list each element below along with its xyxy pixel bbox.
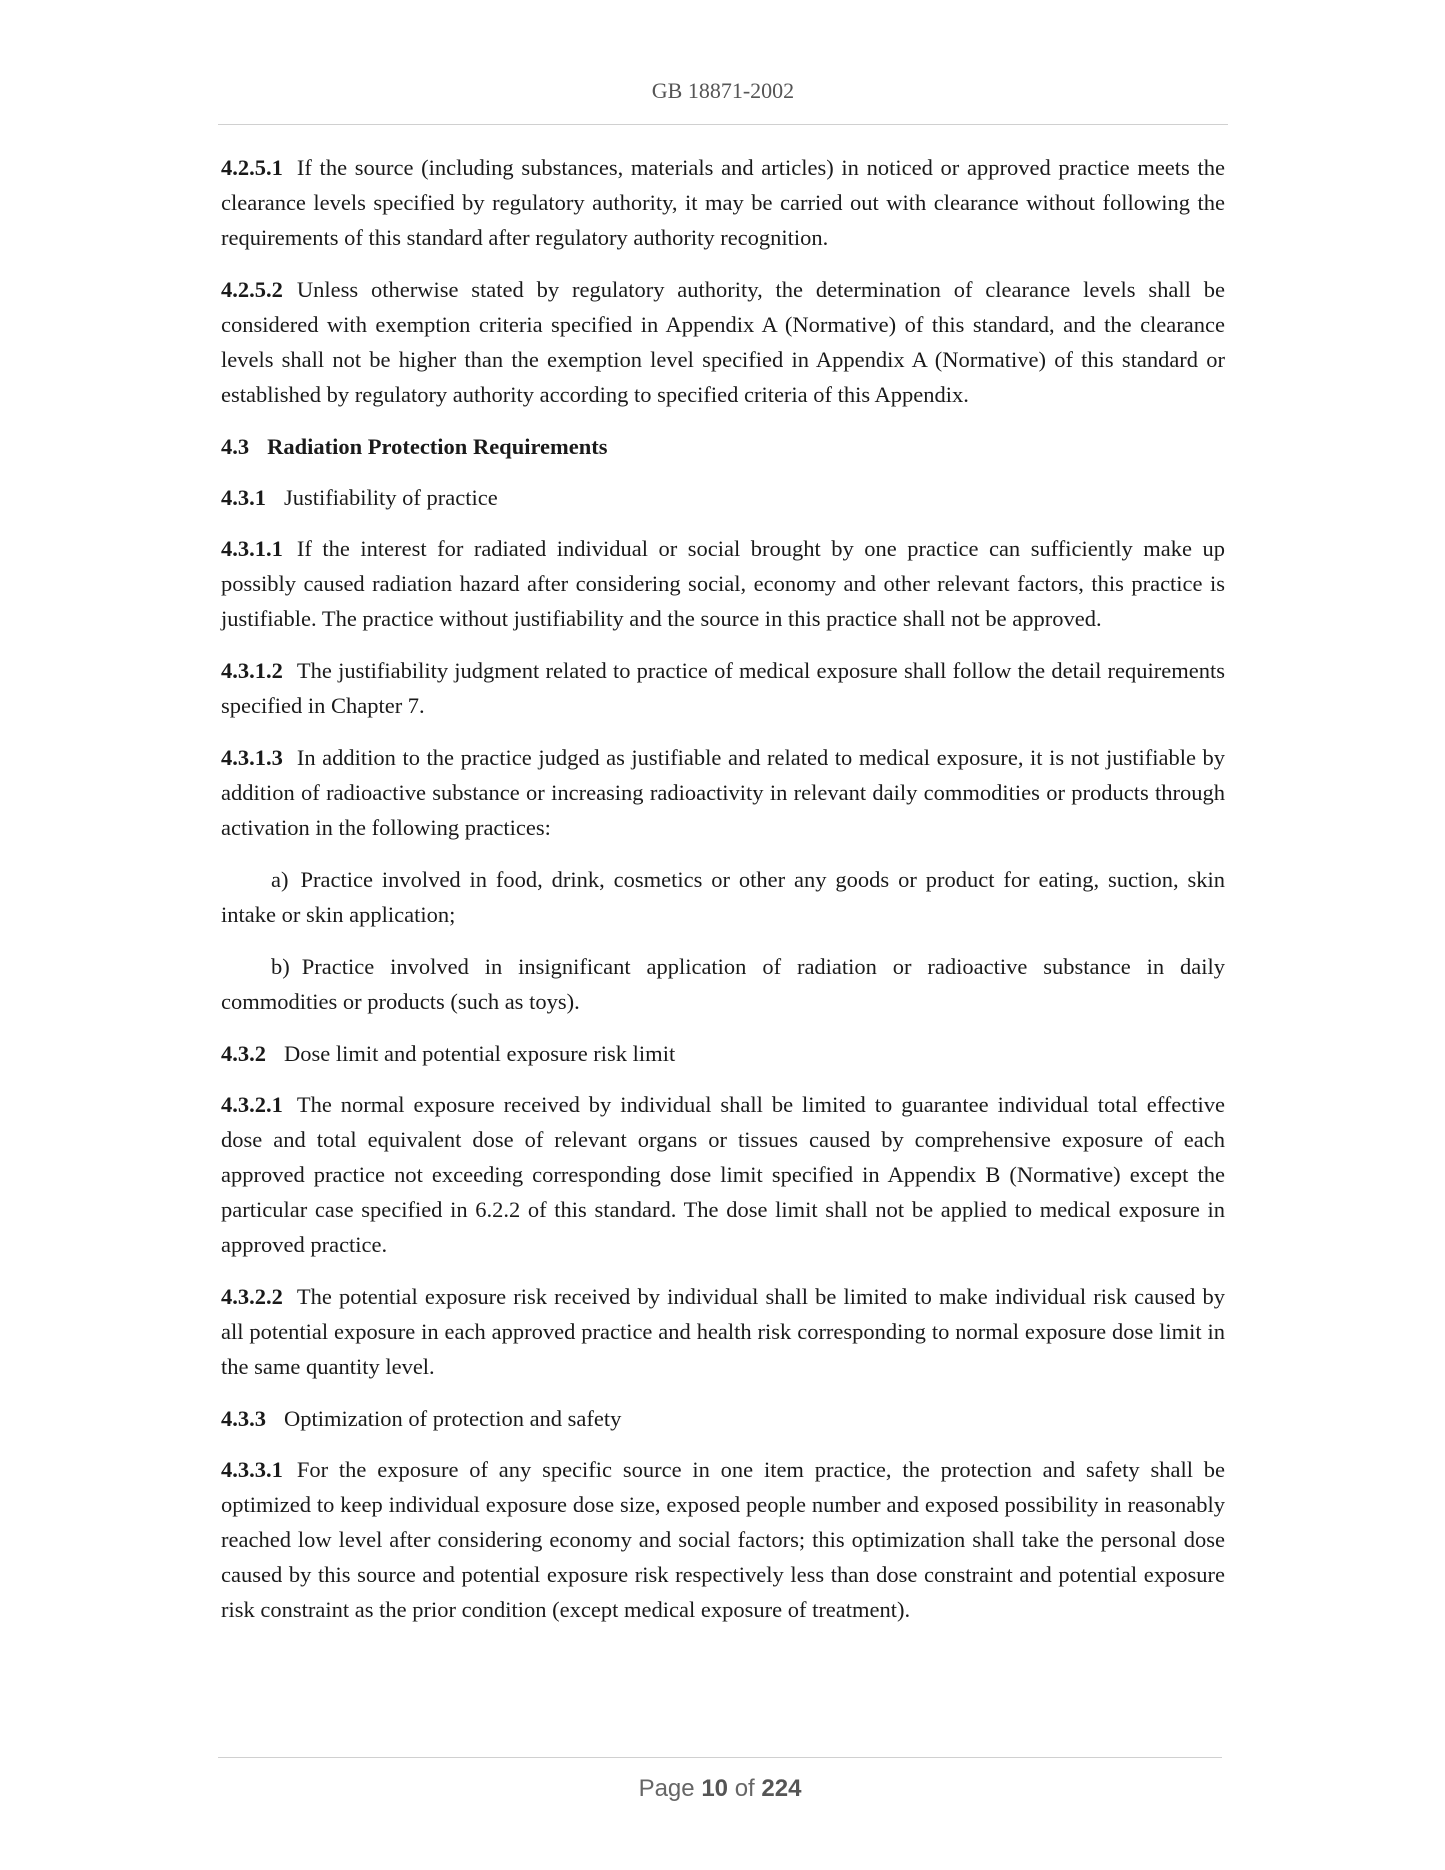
list-item-a: [221, 862, 1225, 932]
document-body: [221, 150, 1225, 1644]
clause-4-3-1-3: [221, 740, 1225, 845]
clause-4-3-2-2: [221, 1279, 1225, 1384]
clause-text: The justifiability judgment related to practice of medical exposure shall follow the detail requirements specified in Chapter 7.: [221, 658, 1225, 718]
subsection-title: Dose limit and potential exposure risk limit: [284, 1041, 676, 1066]
list-item-b: [221, 949, 1225, 1019]
clause-4-3-1-2: [221, 653, 1225, 723]
section-number: 4.3: [221, 434, 250, 459]
clause-4-2-5-2: [221, 272, 1225, 412]
subsection-number: 4.3.1: [221, 485, 266, 510]
page-footer: [218, 1775, 1222, 1803]
header-divider: [218, 124, 1228, 125]
clause-number: 4.3.3.1: [221, 1457, 283, 1482]
subsection-title: Justifiability of practice: [284, 485, 498, 510]
section-heading-4-3: [221, 429, 1225, 464]
footer-divider: [218, 1757, 1222, 1758]
subsection-heading-4-3-3: [221, 1401, 1225, 1436]
subsection-heading-4-3-2: [221, 1036, 1225, 1071]
clause-4-3-1-1: [221, 531, 1225, 636]
clause-text: The normal exposure received by individual shall be limited to guarantee individual total effective dose and total equivalent dose of relevant organs or tissues caused by comprehensive exposure of each approved practice not exceeding corresponding dose limit specified in Appendix B (Normative) except the particular case specified in 6.2.2 of this standard. The dose limit shall not be applied to medical exposure in approved practice.: [221, 1092, 1225, 1257]
list-marker: a): [271, 867, 289, 892]
clause-number: 4.3.1.3: [221, 745, 283, 770]
clause-text: In addition to the practice judged as justifiable and related to medical exposure, it is not justifiable by addition of radioactive substance or increasing radioactivity in relevant daily commodities or products through activation in the following practices:: [221, 745, 1225, 840]
clause-text: The potential exposure risk received by individual shall be limited to make individual risk caused by all potential exposure in each approved practice and health risk corresponding to normal exposure dose limit in the same quantity level.: [221, 1284, 1225, 1379]
page-label: Page: [638, 1775, 695, 1802]
clause-number: 4.3.2.2: [221, 1284, 283, 1309]
subsection-number: 4.3.2: [221, 1041, 266, 1066]
clause-4-3-2-1: [221, 1087, 1225, 1262]
clause-text: For the exposure of any specific source in one item practice, the protection and safety shall be optimized to keep individual exposure dose size, exposed people number and exposed possibility in reasonably reached low level after considering economy and social factors; this optimization shall take the personal dose caused by this source and potential exposure risk respectively less than dose constraint and potential exposure risk constraint as the prior condition (except medical exposure of treatment).: [221, 1457, 1225, 1622]
clause-text: If the source (including substances, materials and articles) in noticed or approved practice meets the clearance levels specified by regulatory authority, it may be carried out with clearance without following the requirements of this standard after regulatory authority recognition.: [221, 155, 1225, 250]
subsection-heading-4-3-1: [221, 480, 1225, 515]
clause-number: 4.3.1.2: [221, 658, 283, 683]
subsection-title: Optimization of protection and safety: [284, 1406, 622, 1431]
subsection-number: 4.3.3: [221, 1406, 266, 1431]
clause-number: 4.3.1.1: [221, 536, 283, 561]
section-title: Radiation Protection Requirements: [267, 434, 608, 459]
clause-number: 4.2.5.1: [221, 155, 283, 180]
list-marker: b): [271, 954, 290, 979]
clause-text: Unless otherwise stated by regulatory authority, the determination of clearance levels shall be considered with exemption criteria specified in Appendix A (Normative) of this standard, and the clearance levels shall not be higher than the exemption level specified in Appendix A (Normative) of this standard or established by regulatory authority according to specified criteria of this Appendix.: [221, 277, 1225, 407]
of-label: of: [734, 1775, 755, 1802]
page-header: GB 18871-2002: [651, 78, 795, 103]
list-item-text: Practice involved in insignificant application of radiation or radioactive substance in daily commodities or products (such as toys).: [221, 954, 1225, 1014]
total-page-count: 224: [761, 1775, 802, 1802]
clause-4-2-5-1: [221, 150, 1225, 255]
clause-number: 4.3.2.1: [221, 1092, 283, 1117]
list-item-text: Practice involved in food, drink, cosmetics or other any goods or product for eating, suction, skin intake or skin application;: [221, 867, 1225, 927]
current-page-number: 10: [701, 1775, 729, 1802]
clause-text: If the interest for radiated individual or social brought by one practice can sufficiently make up possibly caused radiation hazard after considering social, economy and other relevant factors, this practice is justifiable. The practice without justifiability and the source in this practice shall not be approved.: [221, 536, 1225, 631]
clause-number: 4.2.5.2: [221, 277, 283, 302]
clause-4-3-3-1: [221, 1452, 1225, 1627]
